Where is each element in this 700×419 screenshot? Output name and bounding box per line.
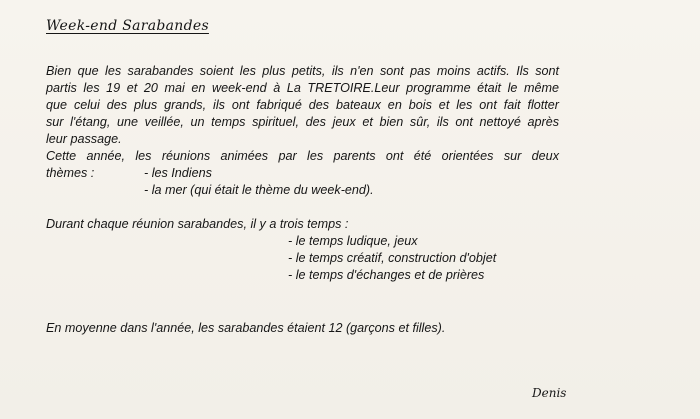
temps-item: - le temps créatif, construction d'objet [288, 251, 497, 265]
paragraph-1-line: que celui des plus grands, ils ont fabriqué des bateaux en bois et les ont fait flotter [46, 98, 559, 112]
temps-item: - le temps d'échanges et de prières [288, 268, 485, 282]
temps-item: - le temps ludique, jeux [288, 234, 418, 248]
paragraph-2-line: Cette année, les réunions animées par les parents ont été orientées sur deux [46, 149, 559, 163]
paragraph-4-line: En moyenne dans l'année, les sarabandes étaient 12 (garçons et filles). [46, 321, 446, 335]
paragraph-1-line: sur l'étang, une veillée, un temps spirituel, des jeux et bien sûr, ils ont nettoyé après [46, 115, 559, 129]
theme-item: - la mer (qui était le thème du week-end). [144, 183, 374, 197]
paragraph-1-line: partis les 19 et 20 mai en week-end à La TRETOIRE.Leur programme était le même [46, 81, 559, 95]
paragraph-2-line: thèmes : [46, 166, 95, 180]
paragraph-1-line: Bien que les sarabandes soient les plus petits, ils n'en sont pas moins actifs. Ils sont [46, 64, 559, 78]
document-title: Week-end Sarabandes [46, 18, 209, 34]
signature: Denis [532, 386, 567, 400]
theme-item: - les Indiens [144, 166, 212, 180]
paragraph-3-line: Durant chaque réunion sarabandes, il y a trois temps : [46, 217, 349, 231]
paragraph-1-line: leur passage. [46, 132, 122, 146]
